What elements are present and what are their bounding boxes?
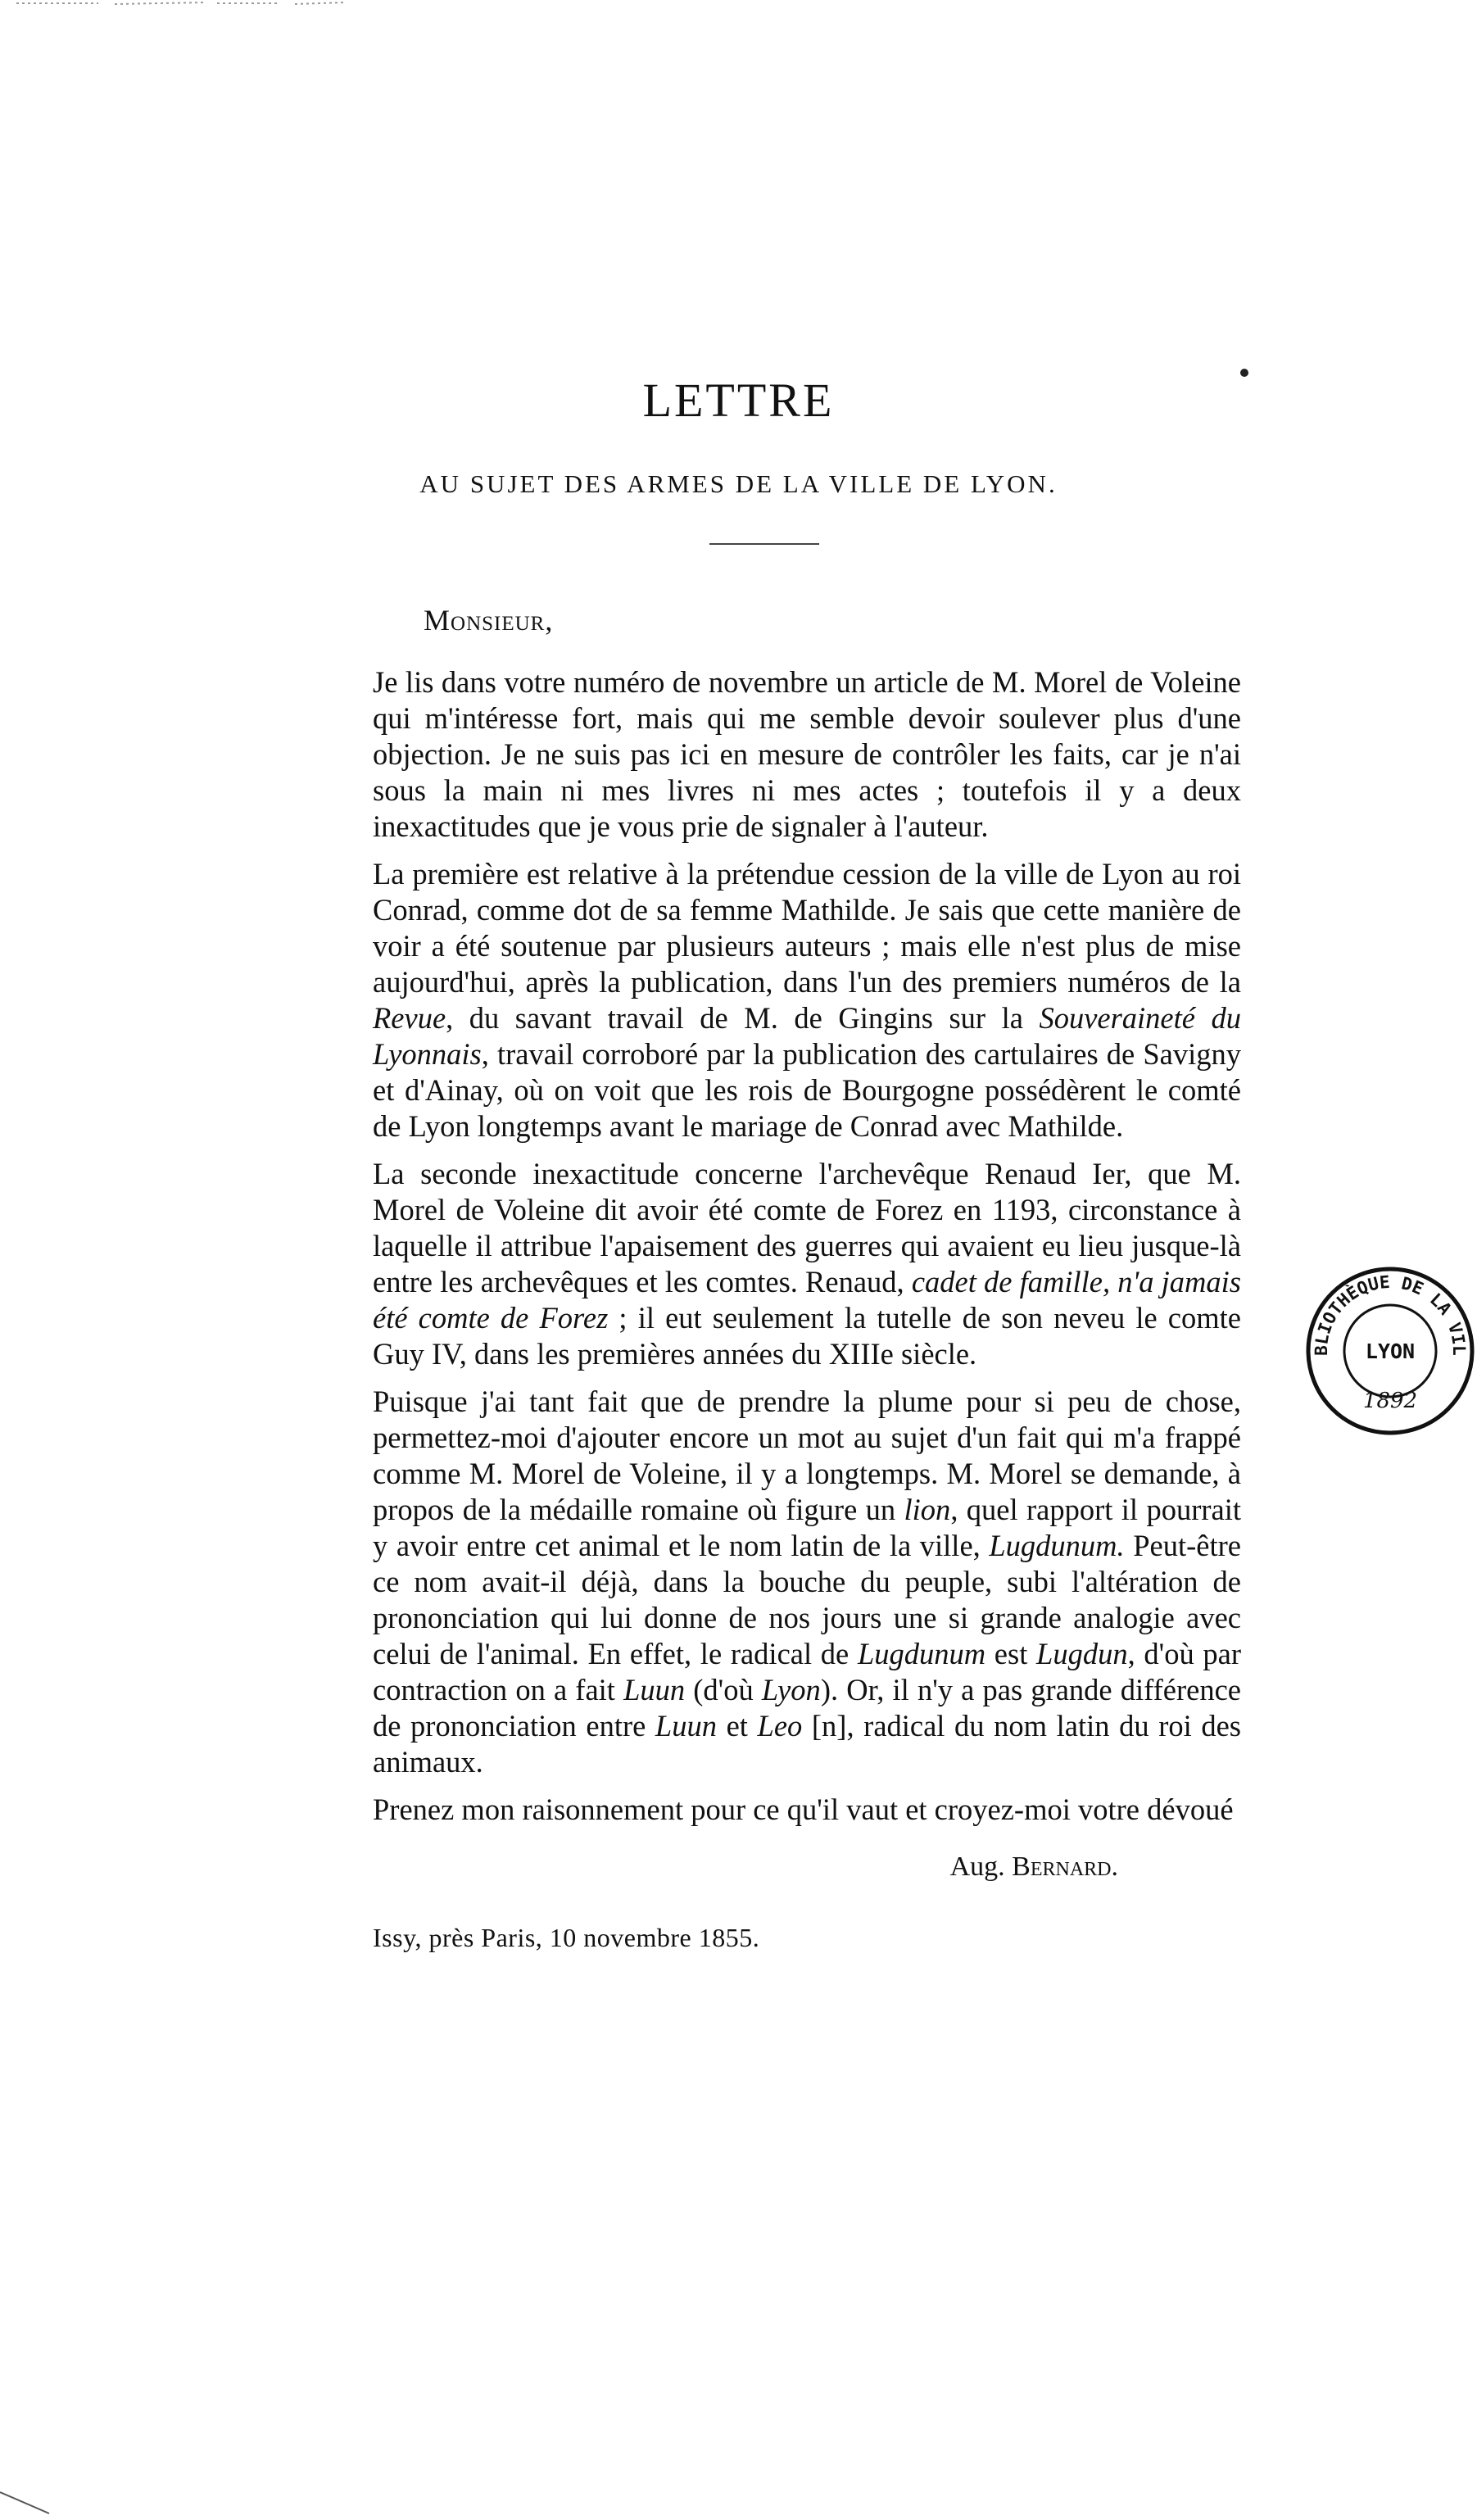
- signature: [373, 1849, 1241, 1885]
- italic-run: Leo: [757, 1709, 803, 1743]
- italic-run: Lugdunum.: [989, 1529, 1125, 1562]
- italic-run: lion: [904, 1493, 951, 1526]
- closing-line: Prenez mon raisonnement pour ce qu'il vaut et croyez-moi votre dévoué: [373, 1793, 1234, 1826]
- signature-last: Bernard.: [1012, 1851, 1118, 1882]
- stamp-year: 1892: [1362, 1389, 1418, 1413]
- text-run: [n], radical du nom latin du roi des animaux.: [373, 1709, 1241, 1779]
- letter-body: [373, 602, 1241, 1956]
- text-run: , d'où par contraction on a fait: [373, 1637, 1241, 1706]
- text-run: (d'où: [685, 1673, 762, 1706]
- italic-run: Lugdunum: [857, 1637, 986, 1670]
- ink-dot: [1240, 369, 1248, 377]
- dateline: Issy, près Paris, 10 novembre 1855.: [373, 1923, 760, 1952]
- text-run: Puisque j'ai tant fait que de prendre la plume pour si peu de chose, permettez-moi d'ajouter encore un mot au sujet d'un fait qui m'a frappé comme M. Morel de Voleine, il y a longtemps. M. Morel se demande, à propos de la médaille romaine où figure un: [373, 1385, 1241, 1526]
- signature-first: Aug.: [949, 1851, 1005, 1882]
- italic-run: Lyon: [761, 1673, 821, 1706]
- library-stamp: [1301, 1262, 1477, 1440]
- italic-run: Luun: [623, 1673, 686, 1706]
- paragraph: [373, 856, 1241, 1144]
- stamp-ring-text: BLIOTHÈQUE DE LA VIL: [1311, 1271, 1470, 1356]
- scan-corner-artifact: [0, 2491, 57, 2515]
- letter-title: LETTRE: [642, 374, 835, 427]
- text-run: ). Or, il n'y a pas grande différence de prononciation entre: [373, 1673, 1241, 1743]
- text-run: est: [985, 1637, 1037, 1670]
- text-run: ; il eut seulement la tutelle de son neveu le comte Guy IV, dans les premières années du XIIIe siècle.: [373, 1301, 1241, 1371]
- paragraph: [373, 664, 1241, 845]
- stamp-center-text: LYON: [1365, 1339, 1416, 1363]
- title-divider: [709, 543, 819, 545]
- italic-run: Luun: [655, 1709, 717, 1743]
- paragraph: [373, 1156, 1241, 1372]
- text-run: La seconde inexactitude concerne l'archevêque Renaud Ier, que M. Morel de Voleine dit avoir été comte de Forez en 1193, circonstance à laquelle il attribue l'apaisement des guerres qui avaient eu lieu jusque-là entre les archevêques et les comtes. Renaud,: [373, 1157, 1241, 1299]
- salutation: Monsieur,: [424, 604, 554, 637]
- italic-run: cadet de famille, n'a jamais été comte de Forez: [373, 1265, 1241, 1335]
- italic-run: Lugdun: [1036, 1637, 1128, 1670]
- letter-subtitle: AU SUJET DES ARMES DE LA VILLE DE LYON.: [419, 469, 1058, 498]
- scan-artifact: [0, 0, 459, 8]
- text-run: Je lis dans votre numéro de novembre un article de M. Morel de Voleine qui m'intéresse fort, mais qui me semble devoir soulever plus d'une objection. Je ne suis pas ici en mesure de contrôler les faits, car je n'ai sous la main ni mes livres ni mes actes ; toutefois il y a deux inexactitudes que je vous prie de signaler à l'auteur.: [373, 665, 1241, 843]
- paragraph: [373, 1384, 1241, 1780]
- italic-run: Revue: [373, 1001, 446, 1035]
- text-run: La première est relative à la prétendue cession de la ville de Lyon au roi Conrad, comme dot de sa femme Mathilde. Je sais que cette manière de voir a été soutenue par plusieurs auteurs ; mais elle n'est plus de mise aujourd'hui, après la publication, dans l'un des premiers numéros de la: [373, 857, 1241, 999]
- text-run: et: [716, 1709, 758, 1743]
- text-run: , travail corroboré par la publication des cartulaires de Savigny et d'Ainay, où on voit que les rois de Bourgogne possédèrent le comté de Lyon longtemps avant le mariage de Conrad avec Mathilde.: [373, 1037, 1241, 1143]
- italic-run: Souveraineté du Lyonnais: [373, 1001, 1241, 1071]
- text-run: , quel rapport il pourrait y avoir entre cet animal et le nom latin de la ville,: [373, 1493, 1241, 1562]
- text-run: Peut-être ce nom avait-il déjà, dans la bouche du peuple, subi l'altération de prononciation qui lui donne de nos jours une si grande analogie avec celui de l'animal. En effet, le radical de: [373, 1529, 1242, 1670]
- text-run: , du savant travail de M. de Gingins sur la: [446, 1001, 1040, 1035]
- paragraphs-container: [373, 664, 1241, 1780]
